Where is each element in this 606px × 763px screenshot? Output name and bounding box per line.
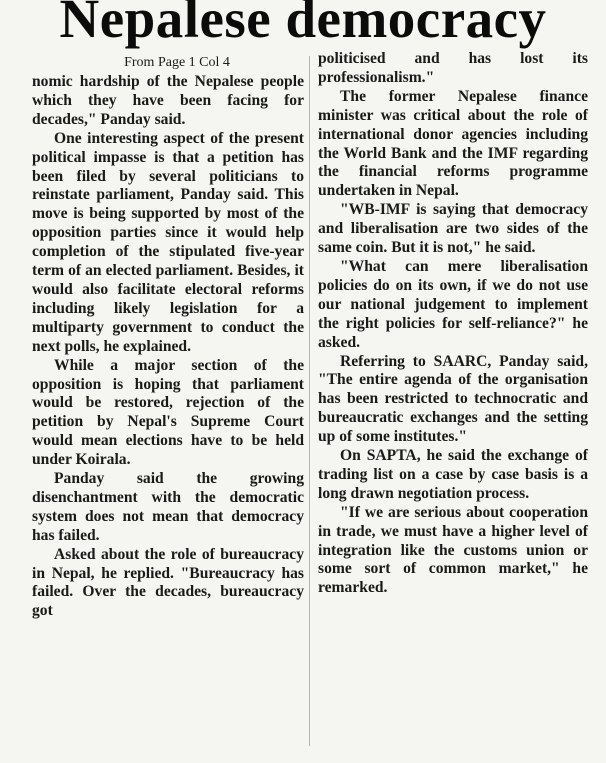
paragraph: nomic hardship of the Nepalese people which they have been facing for decades," Panday said. (32, 73, 304, 128)
paragraph: "What can mere liberalisation policies do on its own, if we do not use our national judgement to implement the right policies for self-reliance?" he asked. (318, 257, 588, 351)
paragraph: Referring to SAARC, Panday said, "The entire agenda of the organisation has been restricted to technocratic and bureaucratic exchanges and the setting up of some institutes." (318, 352, 588, 446)
paragraph: The former Nepalese finance minister was critical about the role of international donor agencies including the World Bank and the IMF regarding the financial reforms programme undertaken in Nepal. (318, 87, 588, 200)
right-column (318, 50, 588, 598)
paragraph: While a major section of the opposition is hoping that parliament would be restored, rejection of the petition by Nepal's Supreme Court would mean elections have to be held under Koirala. (32, 356, 304, 469)
paragraph: Panday said the growing disenchantment with the democratic system does not mean that democracy has failed. (32, 470, 304, 544)
headline: Nepalese democracy (59, 0, 547, 49)
paragraph: politicised and has lost its professionalism." (318, 50, 588, 86)
column-divider (309, 56, 310, 746)
paragraph: "If we are serious about cooperation in trade, we must have a higher level of integration like the customs union or some sort of common market," he remarked. (318, 503, 588, 597)
jump-line: From Page 1 Col 4 (124, 55, 230, 70)
paragraph: One interesting aspect of the present political impasse is that a petition has been filed by several politicians to reinstate parliament, Panday said. This move is being supported by most of the opposition parties since it would help completion of the stipulated five-year term of an elected parliament. Besides, it would also facilitate electoral reforms including likely legislation for a multiparty government to conduct the next polls, he explained. (32, 129, 304, 355)
left-column (32, 54, 304, 621)
paragraph: Asked about the role of bureaucracy in Nepal, he replied. "Bureaucracy has failed. Over the decades, bureaucracy got (32, 545, 304, 620)
paragraph: On SAPTA, he said the exchange of trading list on a case by case basis is a long drawn negotiation process. (318, 447, 588, 502)
paragraph: "WB-IMF is saying that democracy and liberalisation are two sides of the same coin. But it is not," he said. (318, 201, 588, 257)
